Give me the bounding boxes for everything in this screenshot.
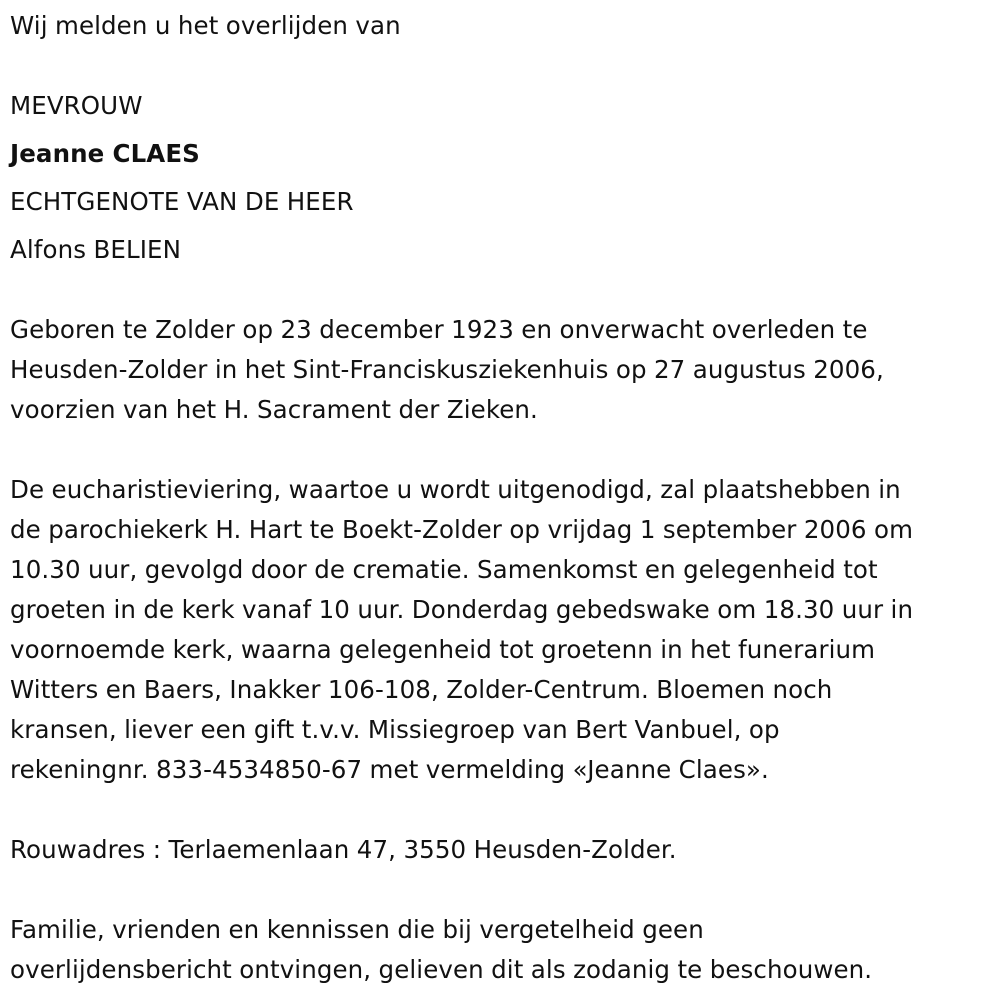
- spouse-title: ECHTGENOTE VAN DE HEER: [10, 187, 354, 216]
- ceremony-line: Witters en Baers, Inakker 106-108, Zolder-Centrum. Bloemen noch: [10, 675, 833, 704]
- ceremony-line: De eucharistieviering, waartoe u wordt uitgenodigd, zal plaatshebben in: [10, 475, 901, 504]
- deceased-name: Jeanne CLAES: [10, 139, 200, 168]
- birth-death-line: Geboren te Zolder op 23 december 1923 en onverwacht overleden te: [10, 315, 868, 344]
- closing-line: overlijdensbericht ontvingen, gelieven dit als zodanig te beschouwen.: [10, 955, 873, 984]
- ceremony-line: de parochiekerk H. Hart te Boekt-Zolder op vrijdag 1 september 2006 om: [10, 515, 914, 544]
- honorific-title: MEVROUW: [10, 91, 143, 120]
- intro-text: Wij melden u het overlijden van: [10, 11, 401, 40]
- ceremony-line: kransen, liever een gift t.v.v. Missiegroep van Bert Vanbuel, op: [10, 715, 780, 744]
- mourning-address: Rouwadres : Terlaemenlaan 47, 3550 Heusden-Zolder.: [10, 835, 677, 864]
- spouse-name: Alfons BELIEN: [10, 235, 182, 264]
- ceremony-line: rekeningnr. 833-4534850-67 met vermelding «Jeanne Claes».: [10, 755, 769, 784]
- birth-death-line: voorzien van het H. Sacrament der Zieken.: [10, 395, 538, 424]
- ceremony-line: groeten in de kerk vanaf 10 uur. Donderdag gebedswake om 18.30 uur in: [10, 595, 914, 624]
- ceremony-line: 10.30 uur, gevolgd door de crematie. Samenkomst en gelegenheid tot: [10, 555, 878, 584]
- birth-death-line: Heusden-Zolder in het Sint-Franciskusziekenhuis op 27 augustus 2006,: [10, 355, 884, 384]
- closing-line: Familie, vrienden en kennissen die bij vergetelheid geen: [10, 915, 704, 944]
- ceremony-line: voornoemde kerk, waarna gelegenheid tot groetenn in het funerarium: [10, 635, 876, 664]
